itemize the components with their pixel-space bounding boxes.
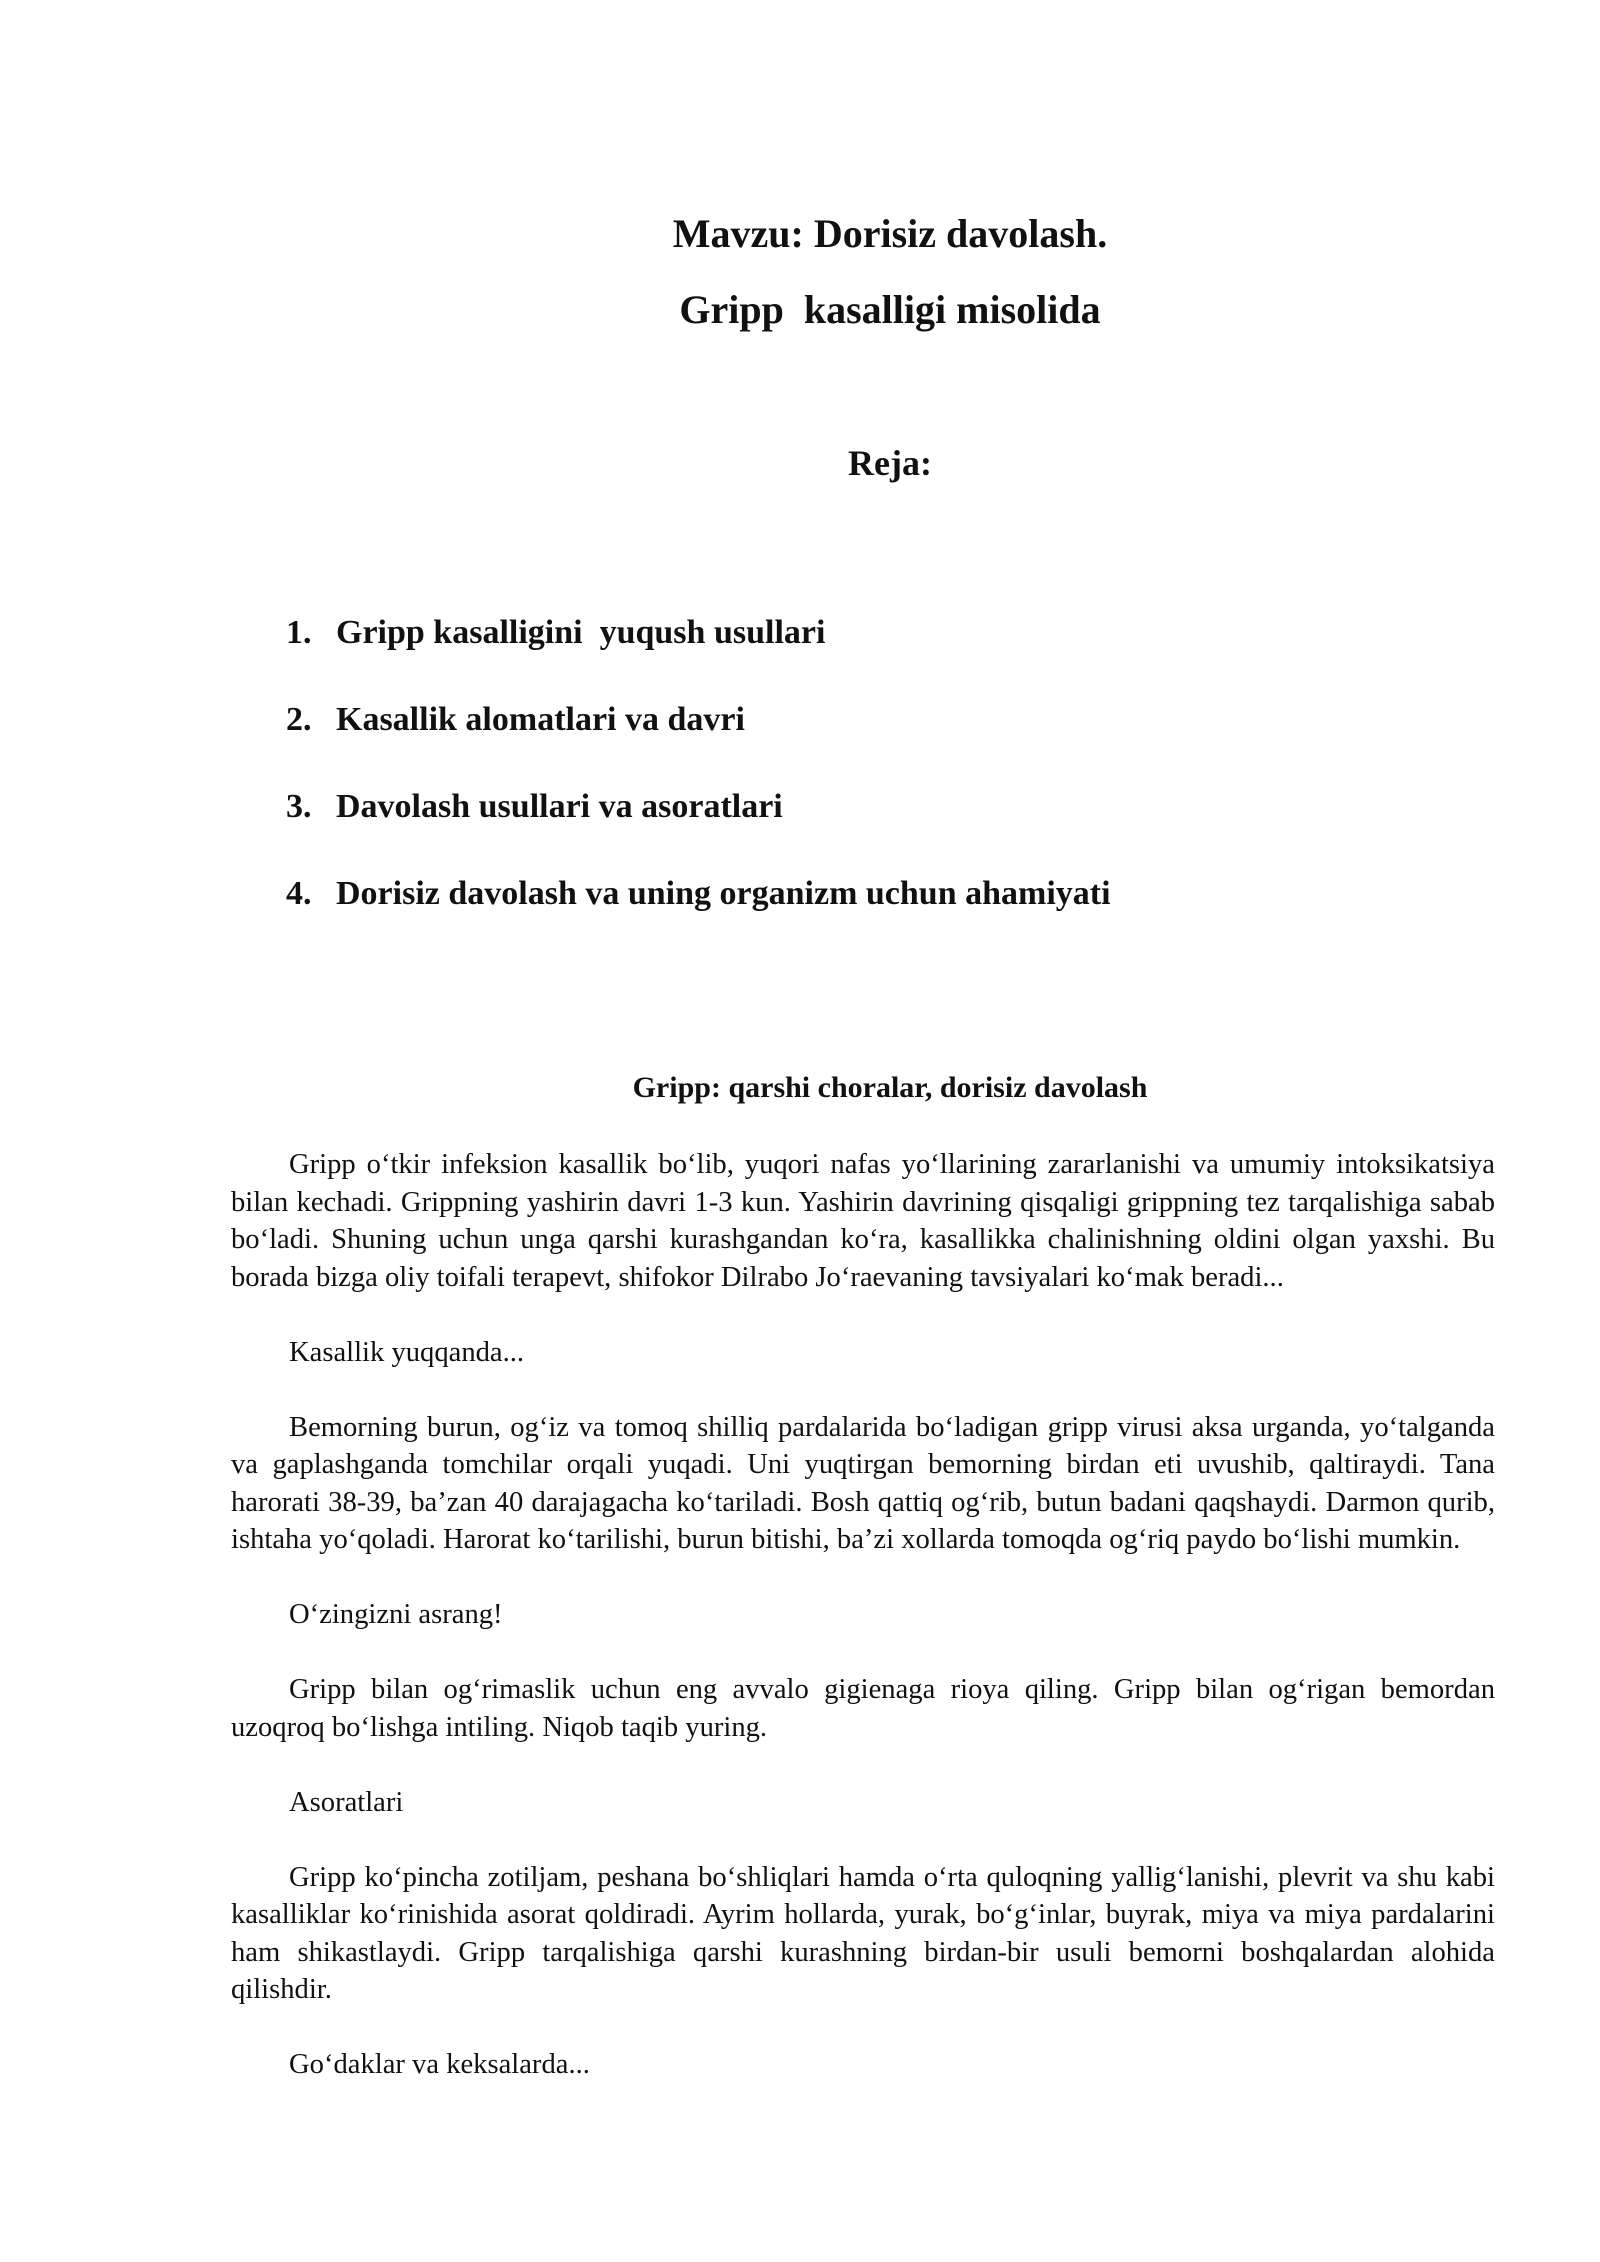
section-heading: Gripp: qarshi choralar, dorisiz davolash: [632, 1071, 1148, 1104]
plan-item: [286, 782, 1111, 869]
paragraph: Bemorning burun, og‘iz va tomoq shilliq pardalarida bo‘ladigan gripp virusi aksa urganda, yo‘talganda va gaplashganda tomchilar orqali yuqadi. Uni yuqtirgan bemorning birdan eti uvushib, qaltiraydi. Tana harorati 38-39, ba’zan 40 darajagacha ko‘tariladi. Bosh qattiq og‘rib, butun badani qaqshaydi. Darmon qurib, ishtaha yo‘qoladi. Harorat ko‘tarilishi, burun bitishi, ba’zi xollarda tomoqda og‘riq paydo bo‘lishi mumkin.: [231, 1411, 1495, 1555]
plan-item-text: Gripp kasalligini yuqush usullari: [336, 614, 826, 651]
plan-item-text: Kasallik alomatlari va davri: [336, 701, 745, 738]
paragraph: Kasallik yuqqanda...: [289, 1336, 525, 1368]
plan-item: [286, 869, 1111, 956]
paragraph: Gripp o‘tkir infeksion kasallik bo‘lib, yuqori nafas yo‘llarining zararlanishi va umumiy intoksikatsiya bilan kechadi. Grippning yashirin davri 1-3 kun. Yashirin davrining qisqaligi grippning tez tarqalishiga sabab bo‘ladi. Shuning uchun unga qarshi kurashgandan ko‘ra, kasallikka chalinishning oldini olgan yaxshi. Bu borada bizga oliy toifali terapevt, shifokor Dilrabo Jo‘raevaning tavsiyalari ko‘mak beradi...: [231, 1149, 1495, 1293]
plan-item: [286, 608, 1111, 695]
plan-item: [286, 695, 1111, 782]
title-line-1: Mavzu: Dorisiz davolash.: [672, 211, 1108, 256]
body-text: [231, 1146, 1495, 2121]
paragraph: O‘zingizni asrang!: [289, 1599, 503, 1630]
plan-heading: Reja:: [848, 443, 932, 483]
paragraph: Go‘daklar va keksalarda...: [289, 2049, 590, 2080]
plan-item-number: 1.: [286, 614, 312, 651]
plan-item-number: 2.: [286, 701, 312, 738]
plan-item-number: 4.: [286, 875, 312, 912]
plan-item-text: Dorisiz davolash va uning organizm uchun ahamiyati: [336, 875, 1111, 912]
plan-item-text: Davolash usullari va asoratlari: [336, 788, 783, 825]
plan-list: [286, 608, 1111, 956]
title-block: [0, 196, 1600, 348]
title-line-2: Gripp kasalligi misolida: [679, 287, 1101, 332]
paragraph: Gripp bilan og‘rimaslik uchun eng avvalo gigienaga rioya qiling. Gripp bilan og‘rigan bemordan uzoqroq bo‘lishga intiling. Niqob taqib yuring.: [231, 1674, 1495, 1743]
paragraph: Asoratlari: [289, 1786, 404, 1818]
plan-item-number: 3.: [286, 788, 312, 825]
paragraph: Gripp ko‘pincha zotiljam, peshana bo‘shliqlari hamda o‘rta quloqning yallig‘lanishi, plevrit va shu kabi kasalliklar ko‘rinishida asorat qoldiradi. Ayrim hollarda, yurak, bo‘g‘inlar, buyrak, miya va miya pardalarini ham shikastlaydi. Gripp tarqalishiga qarshi kurashning birdan-bir usuli bemorni boshqalardan alohida qilishdir.: [231, 1861, 1495, 2005]
